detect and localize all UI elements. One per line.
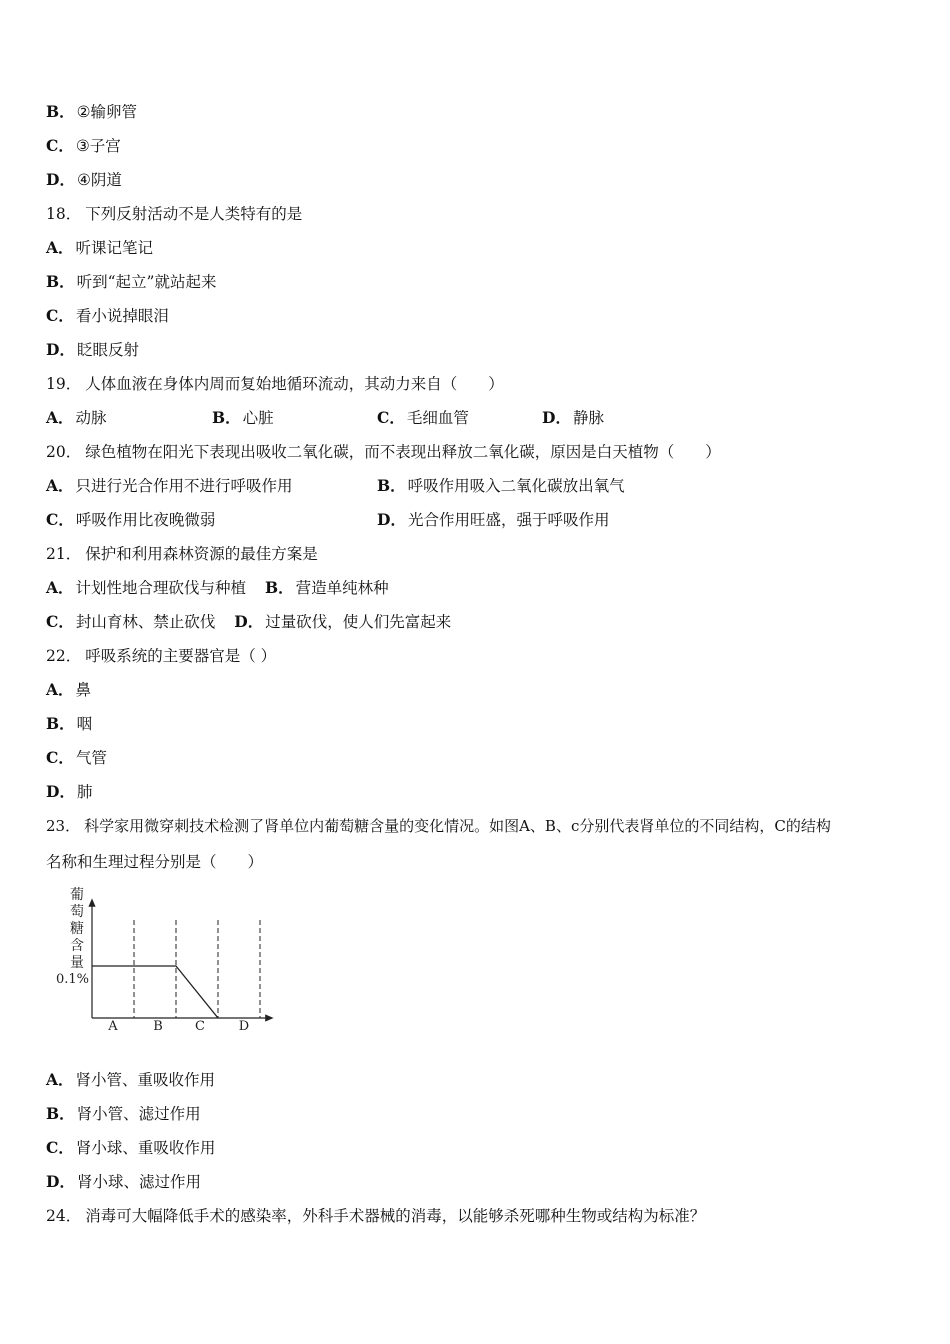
q22-option-b: B． 咽 — [46, 714, 93, 733]
y-label-char-4: 量 — [70, 955, 84, 971]
q21-option-d: D． 过量砍伐，使人们先富起来 — [234, 612, 452, 631]
q18-option-b: B． 听到“起立”就站起来 — [46, 272, 217, 291]
q21-stem: 21． 保护和利用森林资源的最佳方案是 — [46, 545, 318, 563]
q23-option-b: B． 肾小管、滤过作用 — [46, 1104, 201, 1123]
q17-option-c: C． ③子宫 — [46, 136, 121, 155]
q22-option-c: C． 气管 — [46, 748, 107, 767]
q20-option-d: D． 光合作用旺盛，强于呼吸作用 — [377, 510, 610, 529]
q17-option-d: D． ④阴道 — [46, 170, 122, 189]
q19-option-d: D． 静脉 — [542, 408, 604, 427]
q23-stem-line1: 23． 科学家用微穿刺技术检测了肾单位内葡萄糖含量的变化情况。如图A、B、c分别代表肾单位的不同结构，C的结构 — [46, 817, 831, 835]
q19-stem: 19． 人体血液在身体内周而复始地循环流动，其动力来自（ ） — [46, 375, 504, 393]
q21-option-b: B． 营造单纯林种 — [264, 578, 389, 597]
q23-option-c: C． 肾小球、重吸收作用 — [46, 1138, 216, 1157]
q20-stem: 20． 绿色植物在阳光下表现出吸收二氧化碳，而不表现出释放二氧化碳，原因是白天植物（ ） — [46, 443, 721, 461]
q22-option-d: D． 肺 — [46, 782, 93, 801]
x-tick-label-b: B — [153, 1019, 163, 1034]
q20-option-b: B． 呼吸作用吸入二氧化碳放出氧气 — [377, 476, 625, 495]
q21-option-a: A． 计划性地合理砍伐与种植 — [46, 578, 247, 597]
q23-option-a: A． 肾小管、重吸收作用 — [46, 1070, 216, 1089]
y-label-char-1: 萄 — [70, 904, 84, 920]
y-label-char-2: 糖 — [70, 921, 84, 937]
q18-stem: 18． 下列反射活动不是人类特有的是 — [46, 205, 303, 223]
x-tick-label-d: D — [238, 1019, 250, 1034]
y-label-char-0: 葡 — [70, 887, 84, 903]
q23-option-d: D． 肾小球、滤过作用 — [46, 1172, 201, 1191]
q21-options-cd — [46, 612, 451, 632]
y-label-char-3: 含 — [70, 938, 84, 954]
q18-option-a: A． 听课记笔记 — [46, 238, 154, 257]
q24-stem: 24． 消毒可大幅降低手术的感染率，外科手术器械的消毒，以能够杀死哪种生物或结构为标准？ — [46, 1207, 706, 1225]
q20-option-a: A． 只进行光合作用不进行呼吸作用 — [46, 476, 293, 495]
y-tick-label: 0.1% — [55, 972, 89, 987]
q22-stem: 22． 呼吸系统的主要器官是（ ） — [46, 647, 277, 665]
q23-stem-line2: 名称和生理过程分别是（ ） — [46, 853, 264, 871]
q17-option-b: B． ②输卵管 — [46, 102, 138, 121]
q18-option-c: C． 看小说掉眼泪 — [46, 306, 169, 325]
q19-option-c: C． 毛细血管 — [377, 408, 469, 427]
q20-option-c: C． 呼吸作用比夜晚微弱 — [46, 510, 216, 529]
x-tick-label-c: C — [195, 1019, 205, 1034]
q19-option-b: B． 心脏 — [212, 408, 274, 427]
q21-option-c: C． 封山育林、禁止砍伐 — [46, 612, 216, 631]
q22-option-a: A． 鼻 — [46, 680, 92, 699]
x-tick-label-a: A — [108, 1019, 118, 1034]
q18-option-d: D． 眨眼反射 — [46, 340, 139, 359]
q19-option-a: A． 动脉 — [46, 408, 107, 427]
q21-options-ab — [46, 578, 389, 598]
glucose-chart — [44, 884, 284, 1034]
glucose-series-line — [92, 966, 218, 1018]
